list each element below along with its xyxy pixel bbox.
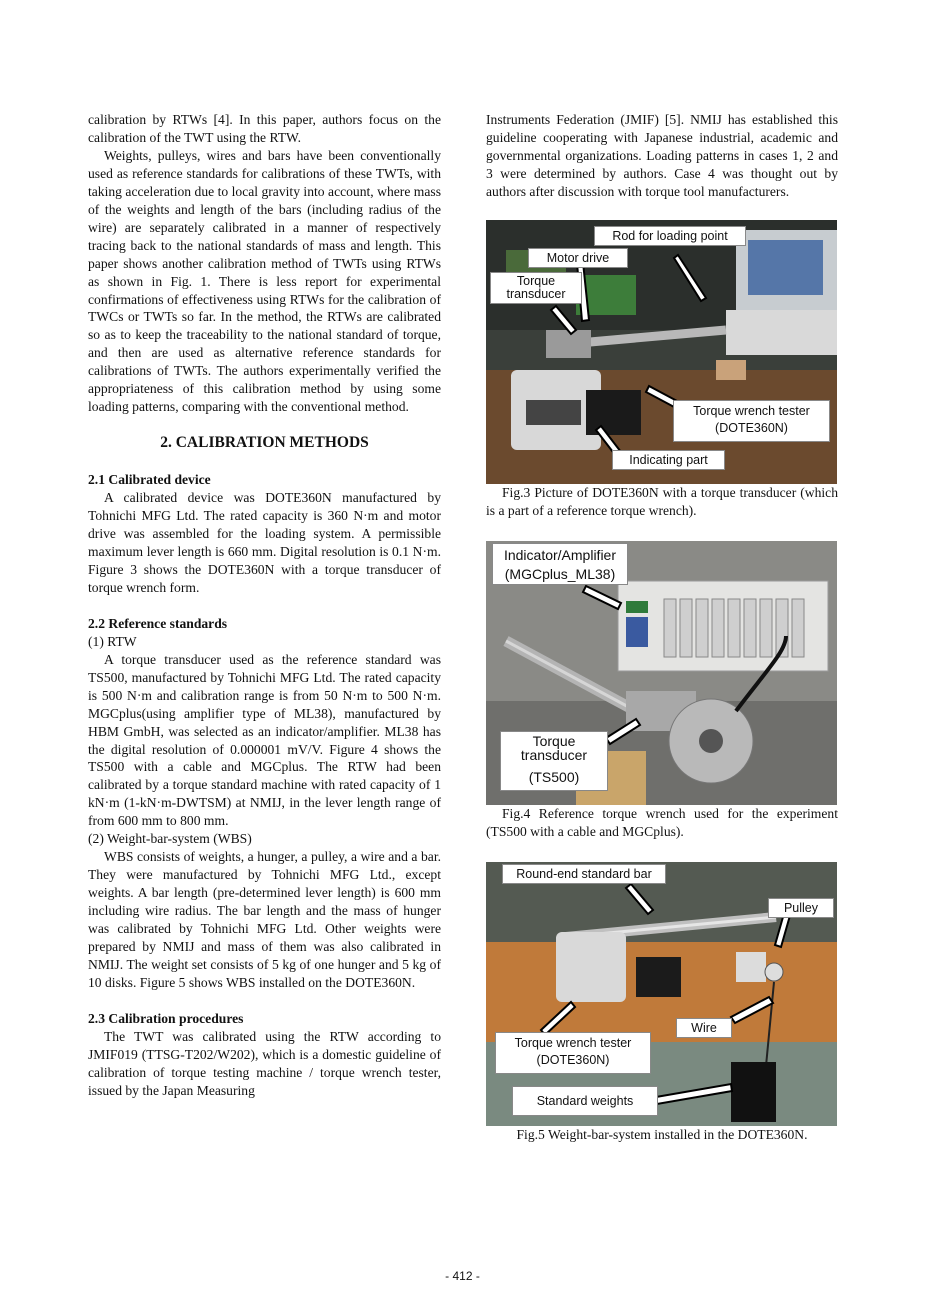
section-heading: 2. CALIBRATION METHODS (160, 434, 369, 452)
list-label: (1) RTW (88, 633, 137, 649)
label-tester-line1: Torque wrench tester (693, 403, 810, 418)
subsection-heading: 2.2 Reference standards (88, 615, 228, 631)
paragraph: WBS consists of weights, a hunger, a pulley, a wire and a bar. They were manufactured by Tohnichi MFG Ltd., except weights. A bar length (pre-determined lever length) is 600 mm including wire radius. The bar length and the mass of hunger was calibrated by Tohnichi MFG Ltd. Other weights were prepared by NMIJ and mass of them was also calibrated in NMIJ. The weight set consists of 5 kg of one hunger and 5 kg of 10 disks. Figure 5 shows WBS installed on the DOTE360N. (88, 849, 441, 990)
label-motor-drive: Motor drive (528, 248, 628, 268)
label-rod: Rod for loading point (594, 226, 746, 246)
figure-4 (486, 541, 837, 805)
label-ts500-line1: Torque transducer (520, 732, 588, 763)
label-ts500-line2: (TS500) (528, 768, 580, 785)
figure-3 (486, 220, 837, 484)
paragraph: The TWT was calibrated using the RTW according to JMIF019 (TTSG-T202/W202), which is a domestic guideline of calibration of torque testing machine / torque wrench tester, issued by the Japan Measuring (88, 1028, 441, 1098)
label-tester (673, 400, 830, 442)
label-tester-line2: (DOTE360N) (715, 420, 788, 435)
label-torque-transducer: Torque transducer (490, 272, 582, 304)
label-indicator-line1: Indicator/Amplifier (503, 546, 617, 563)
paragraph: calibration by RTWs [4]. In this paper, authors focus on the calibration of the TWT using the RTW. (88, 112, 441, 145)
paragraph: Instruments Federation (JMIF) [5]. NMIJ has established this guideline cooperating with Japanese industrial, academic and governmental organizations. Loading patterns in cases 1, 2 and 3 were determined by authors. Case 4 was thought out by authors after discussion with torque tool manufacturers. (486, 112, 838, 199)
label-tester-line1: Torque wrench tester (514, 1035, 632, 1050)
page-number: - 412 - (445, 1269, 480, 1283)
figure-5-caption: Fig.5 Weight-bar-system installed in the DOTE360N. (516, 1126, 808, 1142)
figure-3-caption: Fig.3 Picture of DOTE360N with a torque transducer (which is a part of a reference torque wrench). (486, 484, 838, 518)
subsection-heading: 2.1 Calibrated device (88, 472, 211, 488)
label-round-end-bar: Round-end standard bar (502, 864, 666, 884)
paragraph: A calibrated device was DOTE360N manufactured by Tohnichi MFG Ltd. The rated capacity is 360 N·m and motor drive was assembled for the loading system. A permissible maximum lever length is 660 mm. Digital resolution is 0.1 N·m. Figure 3 shows the DOTE360N with a torque transducer of torque wrench form. (88, 490, 441, 595)
label-indicator (492, 543, 628, 585)
left-column (88, 111, 441, 1100)
figure-4-caption: Fig.4 Reference torque wrench used for the experiment (TS500 with a cable and MGCplus). (486, 805, 838, 839)
label-indicating: Indicating part (612, 450, 725, 470)
label-tester (495, 1032, 651, 1074)
subsection-heading: 2.3 Calibration procedures (88, 1010, 244, 1026)
label-ts500 (500, 731, 608, 791)
list-label: (2) Weight-bar-system (WBS) (88, 831, 252, 847)
label-standard-weights: Standard weights (512, 1086, 658, 1116)
figure-5 (486, 862, 837, 1126)
right-column (486, 111, 838, 1144)
label-wire: Wire (676, 1018, 732, 1038)
label-tester-line2: (DOTE360N) (536, 1052, 610, 1067)
paragraph: A torque transducer used as the reference standard was TS500, manufactured by Tohnichi MFG Ltd. The rated capacity is 500 N·m and calibration range is from 50 N·m to 500 N·m. MGCplus(using amplifier type of ML38), manufactured by HBM GmbH, was selected as an indicator/amplifier. ML38 has the digital resolution of 0.000001 mV/V. Figure 4 shows the TS500 with a cable and MGCplus. The RTW had been calibrated by a torque standard machine with rated capacity of 1 kN·m (1-kN·m-DWTSM) at NMIJ, in the lever length range of from 600 mm to 800 mm. (88, 651, 441, 829)
paragraph: Weights, pulleys, wires and bars have been conventionally used as reference standards for calibrations of these TWTs, with taking acceleration due to local gravity into account, where mass of the weights and length of the bars (including radius of the wire) are separately calibrated in a manner of respectively tracing back to the national standards of mass and length. This paper shows another calibration method of TWTs using RTWs as shown in Fig. 1. There is less report for experimental confirmations of effectiveness using RTWs for the calibration of TWCs or TWTs so far. In the method, the RTWs are calibrated so as to keep the traceability to the national standard of torque, and then are used as alternative reference standards for calibrations of TWTs. The authors experimentally verified the appropriateness of this calibration method by using some loading patterns, comparing with the conventional method. (88, 147, 441, 415)
label-indicator-line2: (MGCplus_ML38) (504, 565, 616, 582)
label-pulley: Pulley (768, 898, 834, 918)
